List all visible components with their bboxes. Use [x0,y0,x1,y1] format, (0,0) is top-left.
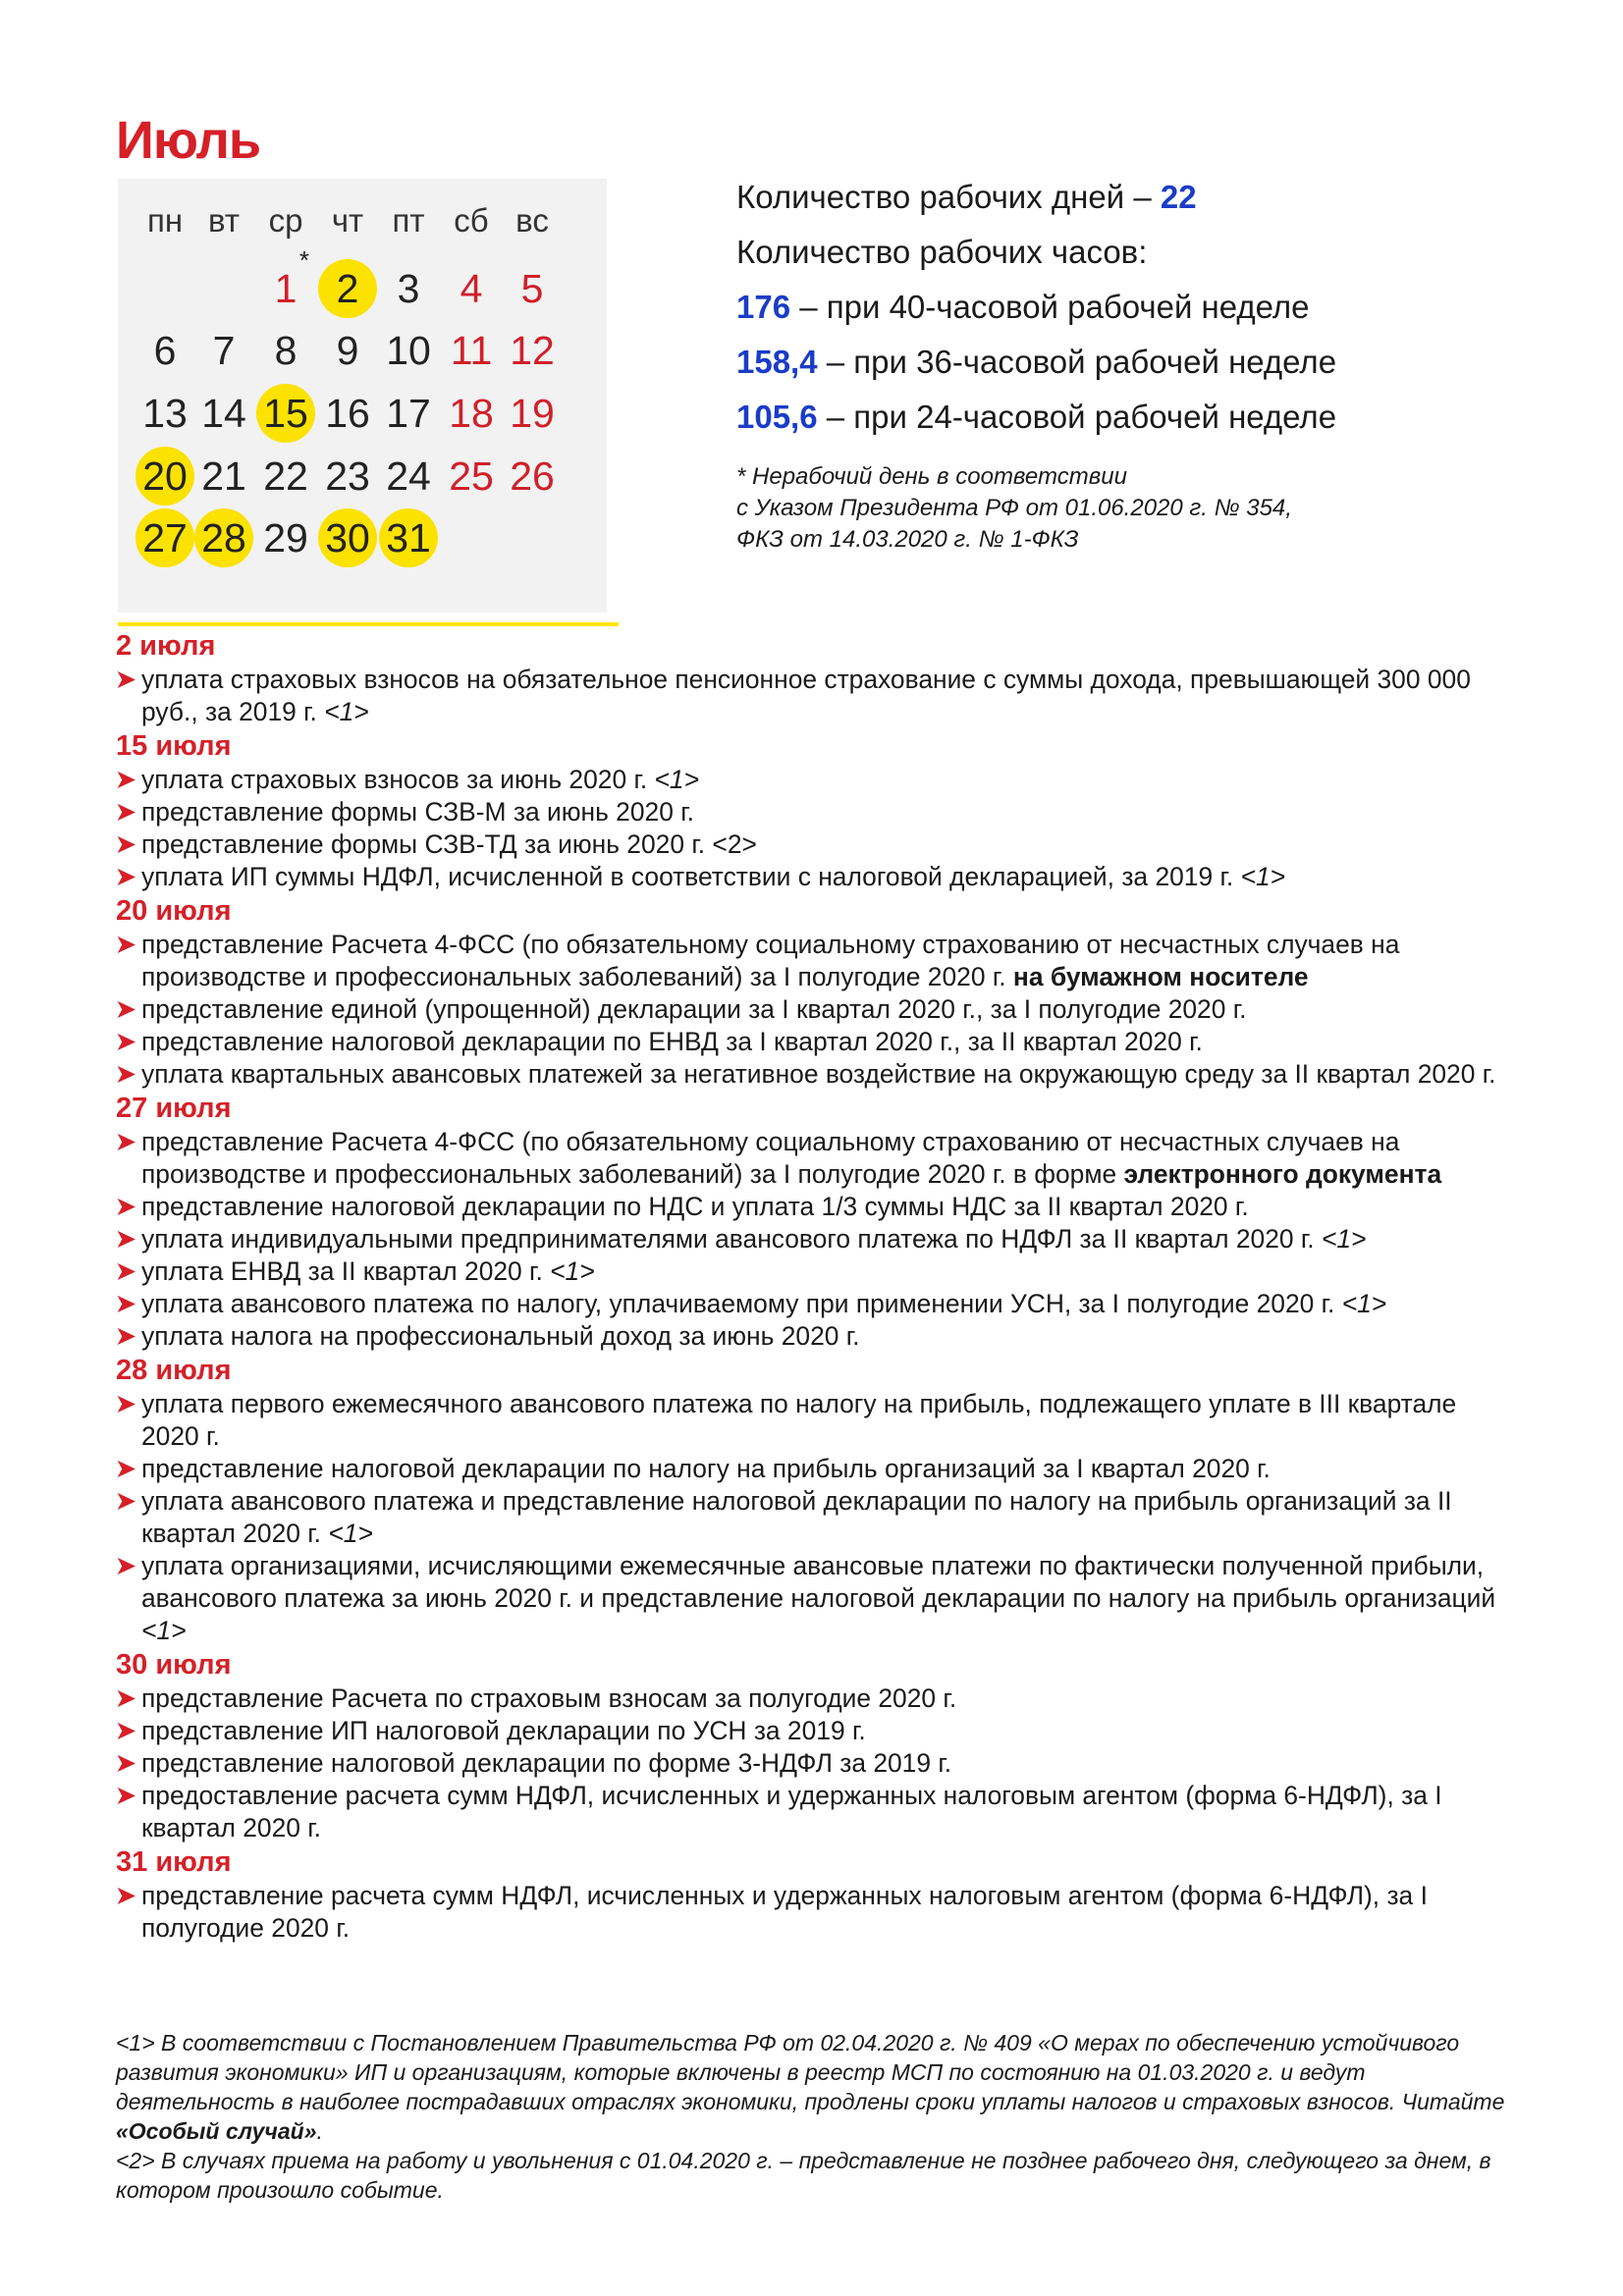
month-calendar [118,179,607,613]
arrow-bullet-icon: ➤ [116,1391,136,1417]
hours-line-36 [736,338,1522,393]
item-text: уплата квартальных авансовых платежей за негативное воздействие на окружающую среду за II квартал 2020 г. [141,1059,1496,1089]
arrow-bullet-icon: ➤ [116,1488,136,1515]
hours-value: 105,6 [736,399,818,435]
calendar-day: 4 [460,266,483,311]
arrow-bullet-icon: ➤ [116,1553,136,1579]
footnote-ref: <1> [654,765,700,794]
workdays-label: Количество рабочих дней – [736,179,1161,215]
arrow-bullet-icon: ➤ [116,1718,136,1744]
deadline-date: 2 июля [116,630,216,662]
special-case-link[interactable]: «Особый случай» [116,2118,317,2144]
deadline-item [116,1747,1510,1780]
deadline-item [116,828,1510,861]
deadline-date: 20 июля [116,895,232,927]
footnote-ref: <1> [141,1616,187,1645]
deadline-item [116,1058,1510,1091]
deadline-item [116,1682,1510,1715]
item-text: уплата организациями, исчисляющими ежемесячные авансовые платежи по фактически полученной прибыли, авансового платежа за июнь 2020 г. и представление налоговой декларации по налогу на прибыль организаций [141,1551,1496,1613]
calendar-day: 1 * [274,245,309,311]
deadline-item [116,664,1510,728]
deadline-date: 27 июля [116,1093,232,1124]
arrow-bullet-icon: ➤ [116,1194,136,1220]
arrow-bullet-icon: ➤ [116,864,136,890]
item-text: представление Расчета по страховым взносам за полугодие 2020 г. [141,1683,957,1713]
item-text: уплата авансового платежа по налогу, уплачиваемому при применении УСН, за I полугодие 2020 г. [141,1289,1342,1318]
deadline-item [116,1715,1510,1747]
item-text: представление расчета сумм НДФЛ, исчисленных и удержанных налоговым агентом (форма 6-НДФЛ), за I полугодие 2020 г. [141,1881,1428,1943]
deadline-item [116,1780,1510,1844]
calendar-day: 27 [135,508,194,567]
hours-value: 158,4 [736,344,818,380]
calendar-day: 22 [263,454,308,499]
calendar-day: 11 [450,328,493,373]
calendar-day: 6 [153,328,177,373]
footnote-ref: <1> [328,1519,373,1548]
calendar-day: 5 [520,266,544,311]
hours-line-24 [736,393,1522,448]
calendar-day: 3 [397,266,420,311]
deadline-item [116,1191,1510,1223]
deadline-item [116,1453,1510,1485]
deadline-item [116,1880,1510,1945]
arrow-bullet-icon: ➤ [116,767,136,793]
arrow-bullet-icon: ➤ [116,1750,136,1777]
deadline-item [116,1320,1510,1353]
item-text: уплата авансового платежа и представление налоговой декларации по налогу на прибыль организаций за II квартал 2020 г. [141,1486,1452,1548]
deadline-item [116,1485,1510,1550]
arrow-bullet-icon: ➤ [116,1258,136,1285]
calendar-day: 14 [201,391,246,436]
note-line: с Указом Президента РФ от 01.06.2020 г. № 354, [736,495,1292,521]
footnote-1-end: . [316,2118,323,2144]
arrow-bullet-icon: ➤ [116,1456,136,1482]
deadline-schedule [116,628,1510,1945]
workdays-value: 22 [1160,179,1197,215]
hours-text: – при 36-часовой рабочей неделе [817,344,1337,380]
arrow-bullet-icon: ➤ [116,1029,136,1055]
deadline-item [116,1255,1510,1288]
footnote-ref: <1> [1240,862,1286,891]
deadline-date: 28 июля [116,1355,232,1386]
deadline-item [116,796,1510,828]
arrow-bullet-icon: ➤ [116,1323,136,1350]
calendar-day: 21 [201,454,246,499]
deadline-date: 15 июля [116,730,232,762]
calendar-day: 12 [510,328,555,373]
deadline-item [116,1550,1510,1647]
work-time-info [736,173,1522,556]
calendar-day: 17 [386,391,431,436]
calendar-day: 15 [256,384,315,443]
hours-text: – при 40-часовой рабочей неделе [790,289,1310,325]
arrow-bullet-icon: ➤ [116,1685,136,1712]
item-text: уплата ИП суммы НДФЛ, исчисленной в соответствии с налоговой декларацией, за 2019 г. [141,862,1241,891]
deadline-date: 31 июля [116,1846,232,1878]
calendar-day: 19 [510,391,555,436]
arrow-bullet-icon: ➤ [116,831,136,858]
note-line: ФКЗ от 14.03.2020 г. № 1-ФКЗ [736,526,1079,553]
item-text: уплата страховых взносов за июнь 2020 г. [141,765,655,794]
calendar-day: 20 [135,447,194,506]
footnote-ref: <1> [1321,1224,1367,1254]
calendar-day: 25 [449,454,494,499]
calendar-day: 28 [194,508,253,567]
arrow-bullet-icon: ➤ [116,1129,136,1155]
arrow-bullet-icon: ➤ [116,1783,136,1809]
calendar-day: 10 [386,328,431,373]
workdays-line [736,173,1522,228]
footnote-1-text: <1> В соответствии с Постановлением Правительства РФ от 02.04.2020 г. № 409 «О мерах по обеспечению устойчивого развития экономики» ИП и организациям, которые включены в реестр МСП по состоянию на 01.03.2020 г. и ведут деятельность в наиболее пострадавших отраслях экономики, продлены сроки уплаты налогов и страховых взносов. Читайте [116,2030,1505,2114]
hours-value: 176 [736,289,791,325]
deadline-item [116,1223,1510,1255]
note-line: * Нерабочий день в соответствии [736,463,1127,490]
footnotes [116,2028,1510,2205]
month-title: Июль [116,111,261,170]
weekday-label: вс [515,202,549,239]
calendar-day: 23 [325,454,370,499]
weekday-label: пн [146,202,184,239]
item-text: уплата страховых взносов на обязательное пенсионное страхование с суммы дохода, превышающей 300 000 руб., за 2019 г. [141,665,1471,726]
deadline-item [116,993,1510,1026]
calendar-day: 18 [449,391,494,436]
calendar-day: 24 [386,454,431,499]
item-text: представление единой (упрощенной) декларации за I квартал 2020 г., за I полугодие 2020 г. [141,994,1247,1024]
item-text: представление налоговой декларации по форме 3-НДФЛ за 2019 г. [141,1748,952,1778]
calendar-day: 8 [274,328,298,373]
weekday-label: пт [392,202,425,239]
arrow-bullet-icon: ➤ [116,1226,136,1253]
calendar-day: 13 [142,391,188,436]
weekday-label: чт [331,202,364,239]
item-text: представление формы СЗВ-ТД за июнь 2020 г. <2> [141,829,757,859]
calendar-day: 16 [325,391,370,436]
hours-line-40 [736,283,1522,338]
footnote-1 [116,2028,1510,2146]
item-text: уплата индивидуальными предпринимателями авансового платежа по НДФЛ за II квартал 2020 г. [141,1224,1322,1254]
calendar-day: 29 [263,515,308,561]
hours-label: Количество рабочих часов: [736,234,1148,270]
arrow-bullet-icon: ➤ [116,1291,136,1317]
emphasis-text: электронного документа [1123,1159,1442,1189]
deadline-item [116,861,1510,893]
deadline-item [116,1126,1510,1191]
hours-text: – при 24-часовой рабочей неделе [817,399,1337,435]
footnote-ref: <1> [550,1256,595,1286]
arrow-bullet-icon: ➤ [116,799,136,826]
deadline-item [116,764,1510,796]
deadline-date: 30 июля [116,1649,232,1681]
item-text: представление налоговой декларации по налогу на прибыль организаций за I квартал 2020 г. [141,1454,1271,1483]
item-text: представление налоговой декларации по ЕНВД за I квартал 2020 г., за II квартал 2020 г. [141,1027,1203,1056]
weekday-label: ср [268,202,303,239]
footnote-2: <2> В случаях приема на работу и увольнения с 01.04.2020 г. – представление не позднее рабочего дня, следующего за днем, в котором произошло событие. [116,2148,1491,2203]
item-text: представление ИП налоговой декларации по УСН за 2019 г. [141,1716,866,1745]
deadline-item [116,1288,1510,1320]
item-text: предоставление расчета сумм НДФЛ, исчисленных и удержанных налоговым агентом (форма 6-НДФЛ), за I квартал 2020 г. [141,1781,1442,1842]
arrow-bullet-icon: ➤ [116,996,136,1023]
item-text: уплата налога на профессиональный доход за июнь 2020 г. [141,1321,860,1351]
calendar-underline [118,622,619,626]
emphasis-text: на бумажном носителе [1012,962,1309,991]
holiday-note [736,461,1522,556]
item-text: уплата ЕНВД за II квартал 2020 г. [141,1256,551,1286]
item-text: представление формы СЗВ-М за июнь 2020 г. [141,797,694,827]
arrow-bullet-icon: ➤ [116,667,136,693]
arrow-bullet-icon: ➤ [116,932,136,958]
holiday-mark: * [298,245,309,275]
weekday-label: сб [454,202,489,239]
weekday-label: вт [208,202,240,239]
calendar-day: 30 [318,508,377,567]
item-text: представление налоговой декларации по НДС и уплата 1/3 суммы НДС за II квартал 2020 г. [141,1192,1249,1221]
item-text: уплата первого ежемесячного авансового платежа по налогу на прибыль, подлежащего уплате в III квартале 2020 г. [141,1389,1457,1451]
arrow-bullet-icon: ➤ [116,1061,136,1088]
item-text: представление Расчета 4-ФСС (по обязательному социальному страхованию от несчастных случаев на производстве и профессиональных заболеваний) за I полугодие 2020 г. [141,930,1400,991]
item-text: представление Расчета 4-ФСС (по обязательному социальному страхованию от несчастных случаев на производстве и профессиональных заболеваний) за I полугодие 2020 г. в форме [141,1127,1400,1189]
calendar-day: 2 [318,259,377,318]
deadline-item [116,1388,1510,1453]
calendar-day: 26 [510,454,555,499]
footnote-ref: <1> [324,697,369,726]
arrow-bullet-icon: ➤ [116,1883,136,1909]
calendar-day: 7 [212,328,236,373]
deadline-item [116,929,1510,993]
calendar-day: 9 [336,328,359,373]
deadline-item [116,1026,1510,1058]
calendar-day: 31 [379,508,438,567]
footnote-ref: <1> [1341,1289,1387,1318]
